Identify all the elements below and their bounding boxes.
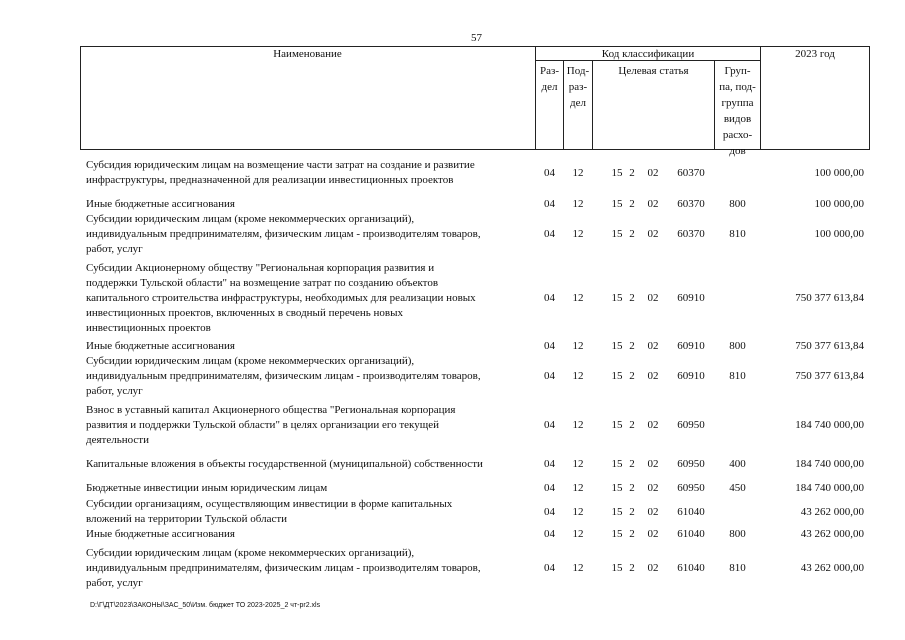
header-target: Целевая статья (618, 65, 689, 77)
row-name-line: Иные бюджетные ассигнования (86, 528, 235, 540)
table-row (80, 339, 870, 354)
cell-r: 04 (544, 167, 555, 179)
cell-g: 800 (729, 340, 746, 352)
header-podrazdel: Под- раз- дел (566, 65, 590, 109)
header-code: Код классификации (601, 48, 695, 60)
page-number: 57 (471, 32, 482, 44)
row-name-line: деятельности (86, 434, 149, 446)
row-name-line: Капитальные вложения в объекты государственной (муниципальной) собственности (86, 458, 483, 470)
cell-p: 12 (572, 482, 584, 494)
cell-d: 02 (647, 506, 659, 518)
cell-b: 2 (629, 167, 635, 179)
row-name (86, 403, 538, 448)
header-year: 2023 год (795, 48, 835, 60)
row-name-line: работ, услуг (86, 385, 143, 397)
cell-sum: 184 740 000,00 (795, 458, 864, 470)
row-name-line: инвестиционных проектов (86, 322, 211, 334)
row-name-line: индивидуальным предпринимателям, физическим лицам - производителям товаров, (86, 228, 481, 240)
cell-r: 04 (544, 482, 555, 494)
cell-e: 60950 (677, 419, 705, 431)
file-path: D:\Г\ДТ\2023\ЗАКОНЫ\ЗАС_50\Изм. бюджет ТО 2023-2025_2 чт-pr2.xls (90, 602, 321, 609)
cell-a: 15 (611, 167, 623, 179)
row-name (86, 158, 538, 188)
cell-r: 04 (544, 228, 555, 240)
cell-e: 60370 (677, 228, 705, 240)
cell-e: 60910 (677, 370, 705, 382)
row-name-line: работ, услуг (86, 243, 143, 255)
table-row (80, 261, 870, 336)
cell-r: 04 (544, 419, 555, 431)
cell-g: 810 (729, 370, 746, 382)
cell-d: 02 (647, 562, 659, 574)
cell-sum: 750 377 613,84 (795, 370, 864, 382)
cell-a: 15 (611, 419, 623, 431)
row-name (86, 481, 538, 496)
cell-r: 04 (544, 198, 555, 210)
table-row (80, 497, 870, 527)
table-row (80, 527, 870, 542)
header-name: Наименование (273, 48, 342, 60)
cell-a: 15 (611, 370, 623, 382)
table-row (80, 197, 870, 212)
table-row (80, 546, 870, 591)
cell-sum: 100 000,00 (814, 167, 864, 179)
row-name-line: Иные бюджетные ассигнования (86, 198, 235, 210)
cell-e: 61040 (677, 562, 705, 574)
cell-d: 02 (647, 528, 659, 540)
row-name-line: Субсидии юридическим лицам (кроме некоммерческих организаций), (86, 213, 415, 225)
cell-g: 450 (729, 482, 746, 494)
cell-b: 2 (629, 528, 635, 540)
cell-a: 15 (611, 198, 623, 210)
cell-p: 12 (572, 198, 584, 210)
row-name (86, 546, 538, 591)
row-name (86, 354, 538, 399)
row-name-line: индивидуальным предпринимателям, физическим лицам - производителям товаров, (86, 370, 481, 382)
row-name (86, 457, 538, 472)
cell-g: 810 (729, 228, 746, 240)
cell-p: 12 (572, 292, 584, 304)
cell-sum: 184 740 000,00 (795, 419, 864, 431)
cell-p: 12 (572, 458, 584, 470)
cell-b: 2 (629, 482, 635, 494)
cell-d: 02 (647, 370, 659, 382)
cell-e: 60950 (677, 482, 705, 494)
cell-a: 15 (611, 228, 623, 240)
cell-sum: 184 740 000,00 (795, 482, 864, 494)
cell-p: 12 (572, 340, 584, 352)
cell-p: 12 (572, 167, 584, 179)
row-name (86, 497, 538, 527)
cell-r: 04 (544, 562, 555, 574)
cell-d: 02 (647, 458, 659, 470)
table-row (80, 481, 870, 496)
cell-d: 02 (647, 340, 659, 352)
cell-g: 810 (729, 562, 746, 574)
cell-g: 800 (729, 528, 746, 540)
row-name (86, 261, 538, 336)
table-row (80, 457, 870, 472)
cell-a: 15 (611, 562, 623, 574)
cell-p: 12 (572, 506, 584, 518)
cell-b: 2 (629, 419, 635, 431)
cell-b: 2 (629, 458, 635, 470)
header-razdel: Раз- дел (539, 65, 559, 93)
cell-b: 2 (629, 562, 635, 574)
cell-p: 12 (572, 419, 584, 431)
cell-e: 60370 (677, 198, 705, 210)
row-name-line: работ, услуг (86, 577, 143, 589)
cell-a: 15 (611, 292, 623, 304)
row-name-line: Бюджетные инвестиции иным юридическим лицам (86, 482, 328, 494)
row-name-line: Субсидии юридическим лицам (кроме некоммерческих организаций), (86, 355, 415, 367)
cell-p: 12 (572, 528, 584, 540)
row-name (86, 527, 538, 542)
row-name-line: Субсидии юридическим лицам (кроме некоммерческих организаций), (86, 547, 415, 559)
row-name-line: Субсидии Акционерному обществу "Региональная корпорация развития и (86, 262, 435, 274)
cell-b: 2 (629, 198, 635, 210)
cell-b: 2 (629, 340, 635, 352)
cell-r: 04 (544, 458, 555, 470)
cell-b: 2 (629, 228, 635, 240)
cell-g: 800 (729, 198, 746, 210)
row-name-line: Субсидия юридическим лицам на возмещение части затрат на создание и развитие (86, 159, 475, 171)
row-name (86, 339, 538, 354)
cell-b: 2 (629, 506, 635, 518)
row-name-line: Взнос в уставный капитал Акционерного общества "Региональная корпорация (86, 404, 456, 416)
cell-e: 60910 (677, 340, 705, 352)
cell-p: 12 (572, 370, 584, 382)
row-name-line: Субсидии организациям, осуществляющим инвестиции в форме капитальных (86, 498, 453, 510)
header-group: Груп- па, под- группа видов расхо- дов (719, 65, 756, 157)
row-name-line: поддержки Тульской области" на возмещение затрат по созданию объектов (86, 277, 439, 289)
row-name (86, 212, 538, 257)
cell-sum: 750 377 613,84 (795, 292, 864, 304)
cell-d: 02 (647, 198, 659, 210)
cell-d: 02 (647, 167, 659, 179)
cell-e: 60910 (677, 292, 705, 304)
cell-r: 04 (544, 506, 555, 518)
cell-sum: 750 377 613,84 (795, 340, 864, 352)
cell-sum: 43 262 000,00 (800, 506, 864, 518)
row-name-line: капитального строительства инфраструктуры, необходимых для реализации новых (86, 292, 476, 304)
cell-r: 04 (544, 528, 555, 540)
cell-g: 400 (729, 458, 746, 470)
row-name (86, 197, 538, 212)
cell-b: 2 (629, 292, 635, 304)
row-name-line: вложений на территории Тульской области (86, 513, 288, 525)
row-name-line: инфраструктуры, предназначенной для реализации инвестиционных проектов (86, 174, 454, 186)
cell-d: 02 (647, 228, 659, 240)
cell-e: 60370 (677, 167, 705, 179)
cell-a: 15 (611, 482, 623, 494)
table-row (80, 212, 870, 257)
table-header (80, 46, 870, 157)
cell-r: 04 (544, 292, 555, 304)
cell-sum: 100 000,00 (814, 198, 864, 210)
row-name-line: индивидуальным предпринимателям, физическим лицам - производителям товаров, (86, 562, 481, 574)
cell-a: 15 (611, 506, 623, 518)
row-name-line: Иные бюджетные ассигнования (86, 340, 235, 352)
cell-p: 12 (572, 562, 584, 574)
table-row (80, 354, 870, 399)
table-row (80, 158, 870, 188)
cell-r: 04 (544, 340, 555, 352)
cell-d: 02 (647, 292, 659, 304)
cell-r: 04 (544, 370, 555, 382)
cell-sum: 43 262 000,00 (800, 528, 864, 540)
cell-e: 61040 (677, 528, 705, 540)
cell-d: 02 (647, 419, 659, 431)
row-name-line: развития и поддержки Тульской области" в целях организации его текущей (86, 419, 439, 431)
table-row (80, 403, 870, 448)
cell-a: 15 (611, 340, 623, 352)
cell-p: 12 (572, 228, 584, 240)
cell-sum: 43 262 000,00 (800, 562, 864, 574)
cell-e: 60950 (677, 458, 705, 470)
row-name-line: инвестиционных проектов, включенных в сводный перечень новых (86, 307, 403, 319)
cell-a: 15 (611, 528, 623, 540)
cell-b: 2 (629, 370, 635, 382)
cell-e: 61040 (677, 506, 705, 518)
cell-d: 02 (647, 482, 659, 494)
cell-a: 15 (611, 458, 623, 470)
cell-sum: 100 000,00 (814, 228, 864, 240)
